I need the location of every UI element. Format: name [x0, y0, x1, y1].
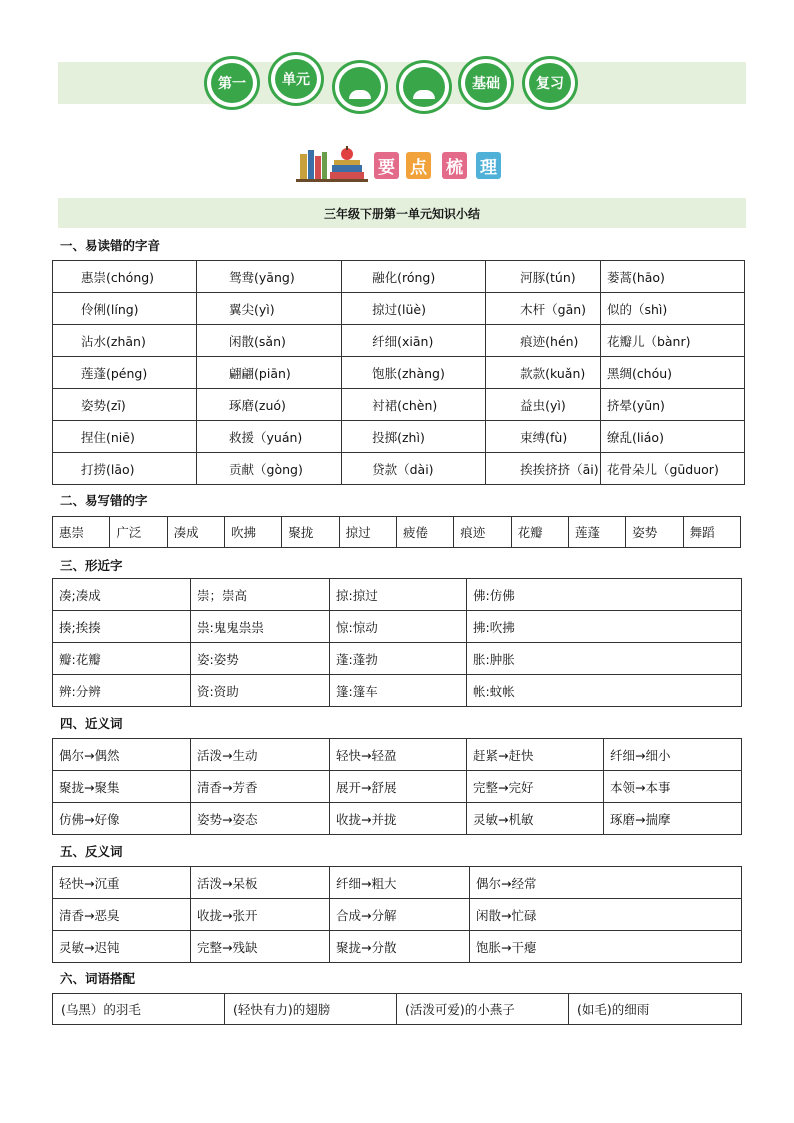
table-cell: 打捞(lāo)	[53, 453, 197, 485]
banner-circle	[458, 56, 514, 110]
table-cell: 揍;挨揍	[53, 611, 191, 643]
table-cell: 束缚(fù)	[486, 421, 601, 453]
table-cell: 疲倦	[396, 517, 453, 548]
table-cell: 聚拢	[282, 517, 339, 548]
table-cell: 拂:吹拂	[467, 611, 742, 643]
table-row	[53, 421, 745, 453]
table-cell: 蒌蒿(hāo)	[600, 261, 744, 293]
table-cell: 清香→恶臭	[53, 899, 191, 931]
table-cell: 捏住(niē)	[53, 421, 197, 453]
title-char: 梳	[442, 152, 467, 179]
table-cell: 饱胀→干瘪	[470, 931, 742, 963]
table-cell: 融化(róng)	[342, 261, 486, 293]
table-cell: 惠崇	[53, 517, 110, 548]
table-cell: 花瓣	[511, 517, 568, 548]
table-cell: 收拢→张开	[191, 899, 330, 931]
table-cell: (乌黑）的羽毛	[53, 994, 225, 1025]
table-cell: 纤细→细小	[604, 739, 742, 771]
title-char: 要	[374, 152, 399, 179]
table-cell: 舞蹈	[683, 517, 740, 548]
table-cell: 资:资助	[191, 675, 330, 707]
summary-title: 三年级下册第一单元知识小结	[58, 198, 746, 228]
table-cell: (轻快有力)的翅膀	[225, 994, 397, 1025]
table-cell: 瓣:花瓣	[53, 643, 191, 675]
table-cell: 贷款（dài)	[342, 453, 486, 485]
banner-circle	[332, 60, 388, 114]
table-cell: 花骨朵儿（gūduor)	[600, 453, 744, 485]
table-row	[53, 931, 742, 963]
table-cell: 本领→本事	[604, 771, 742, 803]
table-cell: 翩翩(piān)	[197, 357, 342, 389]
table-cell: 衬裙(chèn)	[342, 389, 486, 421]
table-cell: 木杆（gān)	[486, 293, 601, 325]
table-cell: 款款(kuǎn)	[486, 357, 601, 389]
synonyms-table	[52, 738, 742, 835]
table-cell: 莲蓬	[568, 517, 625, 548]
section-heading: 四、近义词	[60, 716, 123, 731]
table-cell: 掠过	[339, 517, 396, 548]
table-cell: 掠过(lüè)	[342, 293, 486, 325]
table-cell: 姿:姿势	[191, 643, 330, 675]
table-row	[53, 293, 745, 325]
table-cell: 似的（shì)	[600, 293, 744, 325]
banner-circle-text: 复习	[529, 63, 571, 103]
table-row	[53, 261, 745, 293]
table-cell: 闲散→忙碌	[470, 899, 742, 931]
table-cell: 纤细→粗大	[330, 867, 470, 899]
table-cell: 清香→芳香	[191, 771, 330, 803]
table-cell: 辨:分辨	[53, 675, 191, 707]
table-cell: 完整→残缺	[191, 931, 330, 963]
pronunciation-table	[52, 260, 745, 485]
table-cell: 姿势→姿态	[191, 803, 330, 835]
table-cell: 活泼→生动	[191, 739, 330, 771]
table-cell: 痕迹(hén)	[486, 325, 601, 357]
table-row	[53, 771, 742, 803]
table-cell: 收拢→并拢	[330, 803, 467, 835]
table-cell: 惠崇(chóng)	[53, 261, 197, 293]
table-cell: 花瓣儿（bànr)	[600, 325, 744, 357]
table-row	[53, 643, 742, 675]
table-cell: 蓬:蓬勃	[330, 643, 467, 675]
section-heading: 六、词语搭配	[60, 971, 136, 986]
table-cell: 合成→分解	[330, 899, 470, 931]
banner-circle	[522, 56, 578, 110]
table-cell: 挤晕(yūn)	[600, 389, 744, 421]
table-cell: 轻快→沉重	[53, 867, 191, 899]
table-cell: 琢磨(zuó)	[197, 389, 342, 421]
table-cell: 活泼→呆板	[191, 867, 330, 899]
table-cell: (活泼可爱)的小燕子	[397, 994, 569, 1025]
table-cell: 佛:仿佛	[467, 579, 742, 611]
table-cell: 贡献（gòng)	[197, 453, 342, 485]
table-row	[53, 867, 742, 899]
banner-circle	[268, 52, 324, 106]
banner-circle	[396, 60, 452, 114]
section-heading: 一、易读错的字音	[60, 238, 161, 253]
table-cell: 灵敏→迟钝	[53, 931, 191, 963]
table-row	[53, 739, 742, 771]
collocation-table	[52, 993, 742, 1025]
antonyms-table	[52, 866, 742, 963]
table-cell: 完整→完好	[467, 771, 604, 803]
similar-chars-table	[52, 578, 742, 707]
table-cell: 姿势	[626, 517, 683, 548]
table-row	[53, 675, 742, 707]
table-row	[53, 357, 745, 389]
table-cell: 琢磨→揣摩	[604, 803, 742, 835]
title-char: 点	[406, 152, 431, 179]
table-cell: 篷:篷车	[330, 675, 467, 707]
table-cell: 救援（yuán)	[197, 421, 342, 453]
table-cell: 翼尖(yì)	[197, 293, 342, 325]
table-cell: 纤细(xiān)	[342, 325, 486, 357]
books-icon	[296, 146, 368, 184]
table-cell: 胀:肿胀	[467, 643, 742, 675]
table-row	[53, 803, 742, 835]
table-cell: 凑;凑成	[53, 579, 191, 611]
table-cell: 沾水(zhān)	[53, 325, 197, 357]
table-cell: 展开→舒展	[330, 771, 467, 803]
table-cell: 祟:鬼鬼祟祟	[191, 611, 330, 643]
table-cell: 闲散(sǎn)	[197, 325, 342, 357]
table-row	[53, 325, 745, 357]
table-row	[53, 579, 742, 611]
table-cell: 偶尔→偶然	[53, 739, 191, 771]
table-cell: 伶俐(líng)	[53, 293, 197, 325]
section-heading: 二、易写错的字	[60, 493, 148, 508]
table-cell: 掠:掠过	[330, 579, 467, 611]
table-cell: 鸳鸯(yāng)	[197, 261, 342, 293]
section-heading: 三、形近字	[60, 558, 123, 573]
table-cell: 痕迹	[454, 517, 511, 548]
table-cell: 赶紧→赶快	[467, 739, 604, 771]
table-cell: 聚拢→分散	[330, 931, 470, 963]
table-cell: 广泛	[110, 517, 167, 548]
table-cell: 灵敏→机敏	[467, 803, 604, 835]
table-cell: 帐:蚊帐	[467, 675, 742, 707]
table-cell: (如毛)的细雨	[569, 994, 742, 1025]
table-cell: 挨挨挤挤（āi)	[486, 453, 601, 485]
table-cell: 姿势(zī)	[53, 389, 197, 421]
banner-circle-text: 第一	[211, 63, 253, 103]
table-cell: 轻快→轻盈	[330, 739, 467, 771]
table-row	[53, 899, 742, 931]
table-cell: 莲蓬(péng)	[53, 357, 197, 389]
section-heading: 五、反义词	[60, 844, 123, 859]
table-cell: 聚拢→聚集	[53, 771, 191, 803]
banner-circle-text: 单元	[275, 59, 317, 99]
table-cell: 崇；崇高	[191, 579, 330, 611]
title-char: 理	[476, 152, 501, 179]
blank-mark-icon	[413, 90, 435, 99]
table-cell: 偶尔→经常	[470, 867, 742, 899]
blank-mark-icon	[349, 90, 371, 99]
table-cell: 凑成	[167, 517, 224, 548]
table-cell: 仿佛→好像	[53, 803, 191, 835]
table-cell: 惊:惊动	[330, 611, 467, 643]
miswritten-table	[52, 516, 741, 548]
table-row	[53, 611, 742, 643]
banner-circle-text: 基础	[465, 63, 507, 103]
table-cell: 吹拂	[224, 517, 281, 548]
table-cell: 益虫(yì)	[486, 389, 601, 421]
table-cell: 缭乱(liáo)	[600, 421, 744, 453]
table-cell: 黑绸(chóu)	[600, 357, 744, 389]
table-row	[53, 389, 745, 421]
table-cell: 投掷(zhì)	[342, 421, 486, 453]
banner-circle	[204, 56, 260, 110]
table-cell: 河豚(tún)	[486, 261, 601, 293]
table-cell: 饱胀(zhàng)	[342, 357, 486, 389]
table-row	[53, 453, 745, 485]
